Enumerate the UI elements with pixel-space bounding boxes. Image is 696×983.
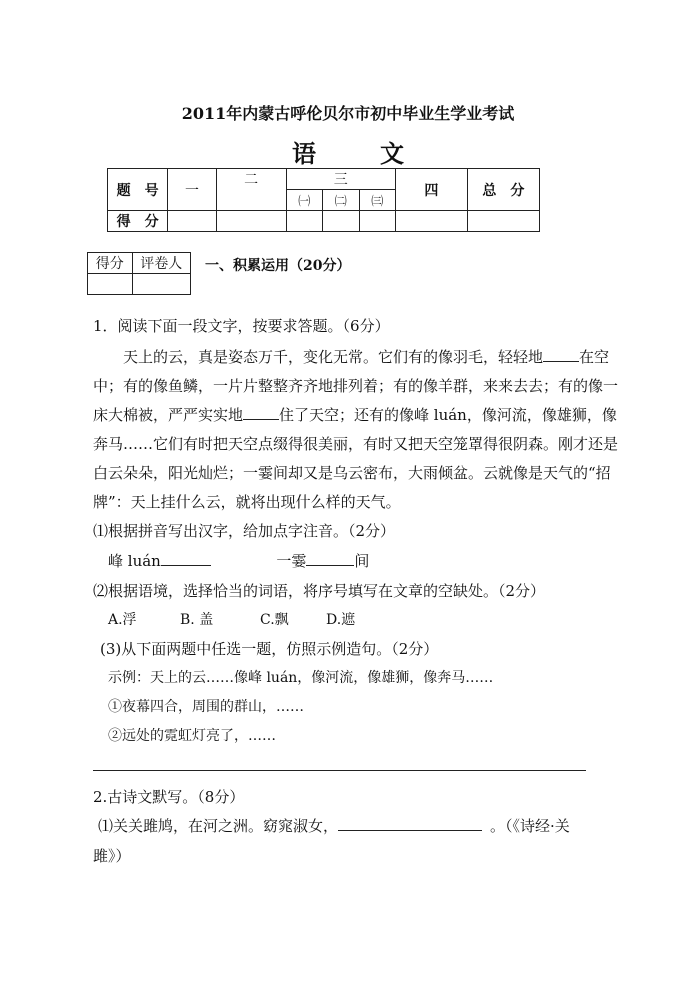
score-table-col-4: 四 [396,169,468,211]
answer-line[interactable] [93,770,586,771]
q1-prompt: 1．阅读下面一段文字，按要求答题。（6分） [93,317,390,335]
score-cell[interactable] [396,211,468,232]
option-d[interactable]: D.遮 [326,612,356,628]
score-table-label-score: 得 分 [108,211,168,232]
blank-2[interactable] [243,419,279,420]
passage-line-2: 中；有的像鱼鳞，一片片整整齐齐地排列着；有的像羊群，来来去去；有的像一 [93,377,619,395]
blank-1[interactable] [543,361,579,362]
q1-sub1-items: 峰 luán 一霎 间 [108,552,370,570]
passage-line-1: 天上的云，真是姿态万千，变化无常。它们有的像羽毛，轻轻地 在空 [123,348,610,366]
score-cell[interactable] [467,211,539,232]
passage-line-4: 奔马……它们有时把天空点缀得很美丽，有时又把天空笼罩得很阴森。刚才还是 [93,435,619,453]
exam-title: 2011年内蒙古呼伦贝尔市初中毕业生学业考试 [181,104,515,123]
score-table-col-3: 三 [286,169,396,190]
score-cell[interactable] [216,211,286,232]
q1-sub2-options [108,609,355,629]
score-table-label-number: 题 号 [108,169,168,211]
score-table-col-3-sub-2: ㈡ [323,190,360,211]
passage-line-3: 床大棉被，严严实实地 住了天空；还有的像峰 luán，像河流，像雄狮，像 [93,406,617,424]
answer-blank[interactable] [306,565,354,566]
q1-sub2-prompt: ⑵根据语境，选择恰当的词语，将序号填写在文章的空缺处。（2分） [93,582,546,600]
grader-box-score-cell[interactable] [88,274,133,295]
passage-line-5: 白云朵朵，阳光灿烂；一霎间却又是乌云密布，大雨倾盆。云就像是天气的“招 [93,464,611,482]
score-cell[interactable] [286,211,323,232]
q2-prompt: 2.古诗文默写。（8分） [93,788,245,806]
score-table-col-3-sub-3: ㈢ [359,190,396,211]
score-table-col-3-sub-1: ㈠ [286,190,323,211]
grader-box-grader-label: 评卷人 [132,253,190,274]
q1-sub1-prompt: ⑴根据拼音写出汉字，给加点字注音。（2分） [93,522,396,540]
passage-line-6: 牌”：天上挂什么云，就将出现什么样的天气。 [93,493,401,511]
section-heading: 一、积累运用（20分） [205,258,351,274]
score-cell[interactable] [168,211,216,232]
score-table-col-2: 二 [216,169,286,211]
score-cell[interactable] [323,211,360,232]
score-cell[interactable] [359,211,396,232]
q2-sub1: ⑴关关雎鸠，在河之洲。窈窕淑女， 。（《诗经·关 [98,817,570,835]
answer-blank[interactable] [338,830,482,831]
grader-box [87,252,191,295]
q1-sub3-choice-1: ①夜幕四合，周围的群山，…… [108,699,304,715]
option-b[interactable]: B. 盖 [180,612,214,628]
score-table [107,168,540,232]
q1-sub3-choice-2: ②远处的霓虹灯亮了，…… [108,728,276,744]
option-a[interactable]: A.浮 [108,612,137,628]
score-table-col-1: 一 [168,169,216,211]
score-table-total: 总 分 [467,169,539,211]
grader-box-grader-cell[interactable] [132,274,190,295]
q1-sub3-prompt: (3)从下面两题中任选一题，仿照示例造句。（2分） [100,640,439,658]
subject-title: 语 文 [292,139,424,168]
grader-box-score-label: 得分 [88,253,133,274]
q2-sub1-cont: 雎》） [93,847,131,865]
q1-sub3-example: 示例：天上的云……像峰 luán，像河流，像雄狮，像奔马…… [108,670,494,686]
option-c[interactable]: C.飘 [260,612,289,628]
answer-blank[interactable] [161,565,211,566]
